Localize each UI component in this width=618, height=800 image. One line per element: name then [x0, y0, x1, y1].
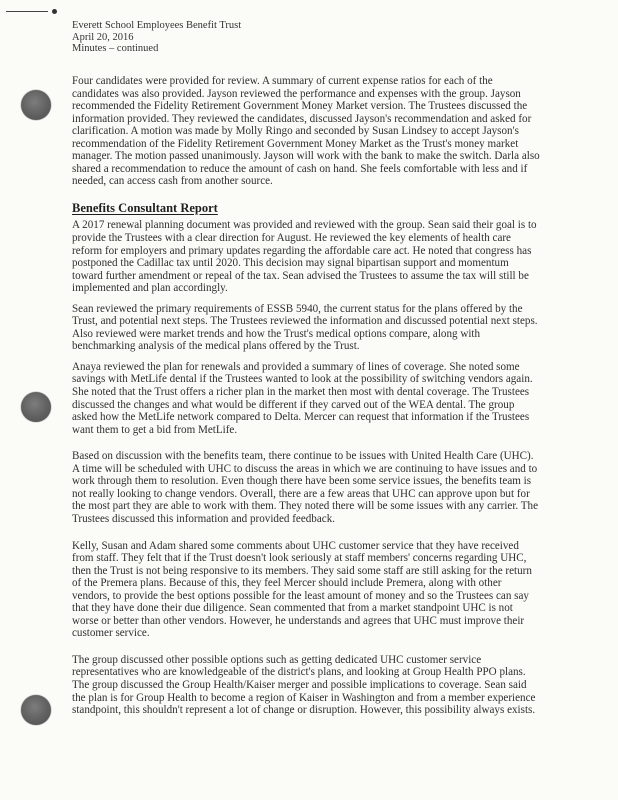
paragraph-dental-renewals: Anaya reviewed the plan for renewals and provided a summary of lines of coverage. She noted some savings with MetLife dental if the Trustees wanted to look at the possibility of switching vendors again. She noted that the Trust offers a richer plan in the market then most with dental coverage. The Trustees discussed the changes and what would be different if they carved out of the WEA dental. The group asked how the MetLife network compared to Delta. Mercer can request that information if the Trustees want them to get a bid from MetLife.	[72, 360, 533, 436]
paragraph-renewal-planning: A 2017 renewal planning document was provided and reviewed with the group. Sean said their goal is to provide the Trustees with a clear direction for August. He reviewed the key elements of health care reform for employers and primary updates regarding the affordable care act. He noted that congress has postponed the Cadillac tax until 2020. This decision may signal bipartisan support and momentum toward further amendment or repeal of the tax. Sean advised the Trustees to assume the tax will still be implemented and plan accordingly.	[72, 219, 537, 295]
paragraph-group-health-options: The group discussed other possible options such as getting dedicated UHC customer service representatives who are knowledgeable of the district's plans, and looking at Group Health PPO plans. The group discussed the Group Health/Kaiser merger and possible implications to coverage. Sean said the plan is for Group Health to become a region of Kaiser in Washington and from a member experience standpoint, this shouldn't represent a lot of change or disruption. However, this possibility always exists.	[72, 653, 536, 717]
organization-name: Everett School Employees Benefit Trust	[72, 20, 242, 31]
paragraph-money-market: Four candidates were provided for review. A summary of current expense ratios for each of the candidates was also provided. Jayson reviewed the performance and expenses with the group. Jayson recommended the Fidelity Retirement Government Money Market version. The Trustees discussed the information provided. They reviewed the candidates, discussed Jayson's recommendation and asked for clarification. A motion was made by Molly Ringo and seconded by Susan Lindsey to accept Jayson's recommendation of the Fidelity Retirement Government Money Market as the Trust's money market manager. The motion passed unanimously. Jayson will work with the bank to make the switch. Darla also shared a recommendation to reduce the amount of cash on hand. She feels comfortable with less and if needed, can access cash from another source.	[72, 75, 540, 188]
paragraph-uhc-customer-service: Kelly, Susan and Adam shared some comments about UHC customer service that they have received from staff. They felt that if the Trust doesn't look seriously at staff members' concerns regarding UHC, then the Trust is not being responsive to its members. They said some staff are still asking for the return of the Premera plans. Because of this, they feel Mercer should include Premera, along with other vendors, to provide the best options possible for the least amount of money and so the Trustees can say that they have done their due diligence. Sean commented that from a market standpoint UHC is not worse or better than other vendors. However, he understands and agrees that UHC must improve their customer service.	[72, 539, 532, 640]
document-header	[72, 20, 372, 55]
minutes-body	[72, 75, 542, 717]
scan-mark-dot	[52, 9, 57, 14]
scan-mark-line	[6, 11, 48, 12]
paragraph-essb-5940: Sean reviewed the primary requirements of ESSB 5940, the current status for the plans offered by the Trust, and potential next steps. The Trustees reviewed the information and discussed potential next steps. Also reviewed were market trends and how the Trust's medical options compare, along with benchmarking analysis of the medical plans offered by the Trust.	[72, 302, 538, 353]
meeting-date: April 20, 2016	[72, 31, 134, 43]
section-title-benefits-consultant-report: Benefits Consultant Report	[72, 200, 218, 215]
punch-hole-bottom	[21, 695, 51, 725]
punch-hole-middle	[21, 392, 51, 422]
paragraph-uhc-issues: Based on discussion with the benefits team, there continue to be issues with United Health Care (UHC). A time will be scheduled with UHC to discuss the areas in which we are continuing to have issues and to work through them to resolution. Even though there have been some service issues, the benefits team is not really looking to change vendors. Overall, there are a few areas that UHC can approve upon but for the most part they are able to work with them. They noted there will be some issues with any carrier. The Trustees discussed this information and provided feedback.	[72, 450, 539, 525]
punch-hole-top	[21, 90, 51, 120]
minutes-continued-label: Minutes – continued	[72, 43, 159, 54]
